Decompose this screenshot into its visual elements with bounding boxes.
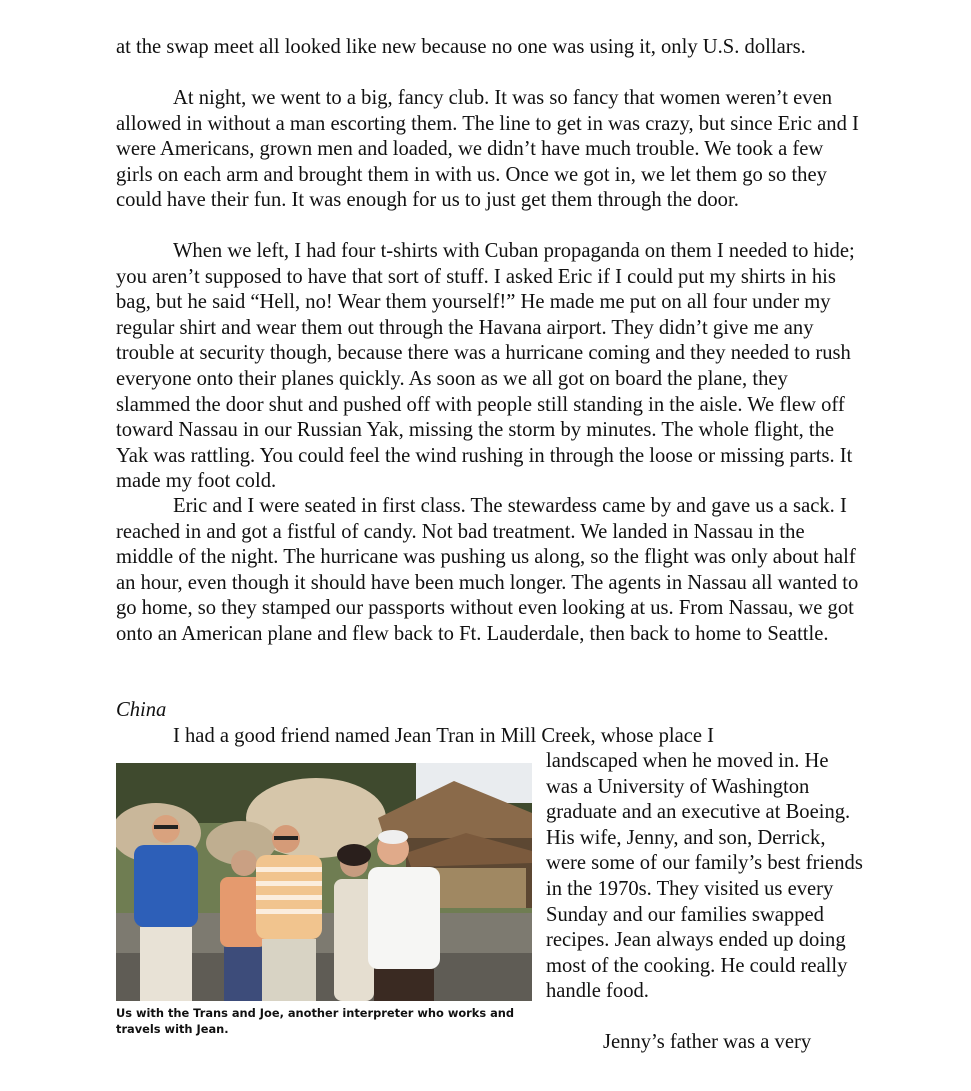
paragraph-first-class: Eric and I were seated in first class. The stewardess came by and gave us a sack. I reached in and got a fistful of candy. Not bad treatment. We landed in Nassau in the middle of the night. The hurricane was pushing us along, so the flight was only about half an hour, even though it should have been much longer. The agents in Nassau all wanted to go home, so they stamped our passports without even looking at us. From Nassau, we got onto an American plane and flew back to Ft. Lauderdale, then back to home to Seattle. xyxy=(116,495,859,645)
paragraph-china-first-line: I had a good friend named Jean Tran in Mill Creek, whose place I xyxy=(173,725,715,747)
paragraph-swap-meet: at the swap meet all looked like new because no one was using it, only U.S. dollars. xyxy=(116,36,806,58)
paragraph-jenny-father: Jenny’s father was a very xyxy=(603,1031,812,1053)
photo-caption: Us with the Trans and Joe, another interpreter who works and travels with Jean. xyxy=(116,1006,515,1036)
paragraph-tshirts: When we left, I had four t-shirts with Cuban propaganda on them I needed to hide; you aren’t supposed to have that sort of stuff. I asked Eric if I could put my shirts in his bag, but he said “Hell, no! Wear them yourself!” He made me put on all four under my regular shirt and wear them out through the Havana airport. They didn’t give me any trouble at security though, because there was a hurricane coming and they needed to rush everyone onto their planes quickly. As soon as we all got on board the plane, they slammed the door shut and pushed off with people still standing in the aisle. We flew off toward Nassau in our Russian Yak, missing the storm by minutes. The whole flight, the Yak was rattling. You could feel the wind rushing in through the loose or missing parts. It made my foot cold. xyxy=(116,240,855,493)
section-heading-china: China xyxy=(116,699,167,721)
group-photo-illustration xyxy=(116,763,532,1001)
paragraph-fancy-club: At night, we went to a big, fancy club. It was so fancy that women weren’t even allowed in without a man escorting them. The line to get in was crazy, but since Eric and I were Americans, grown men and loaded, we didn’t have much trouble. We took a few girls on each arm and brought them in with us. Once we got in, we let them go so they could have their fun. It was enough for us to just get them through the door. xyxy=(116,87,859,212)
photo-figure xyxy=(116,763,532,1037)
group-photo xyxy=(116,763,532,1001)
paragraph-china-wrapped: landscaped when he moved in. He was a University of Washington graduate and an executive at Boeing. His wife, Jenny, and son, Derrick, were some of our family’s best friends in the 1970s. They visited us every Sunday and our families swapped recipes. Jean always ended up doing most of the cooking. He could really handle food. xyxy=(546,750,863,1003)
